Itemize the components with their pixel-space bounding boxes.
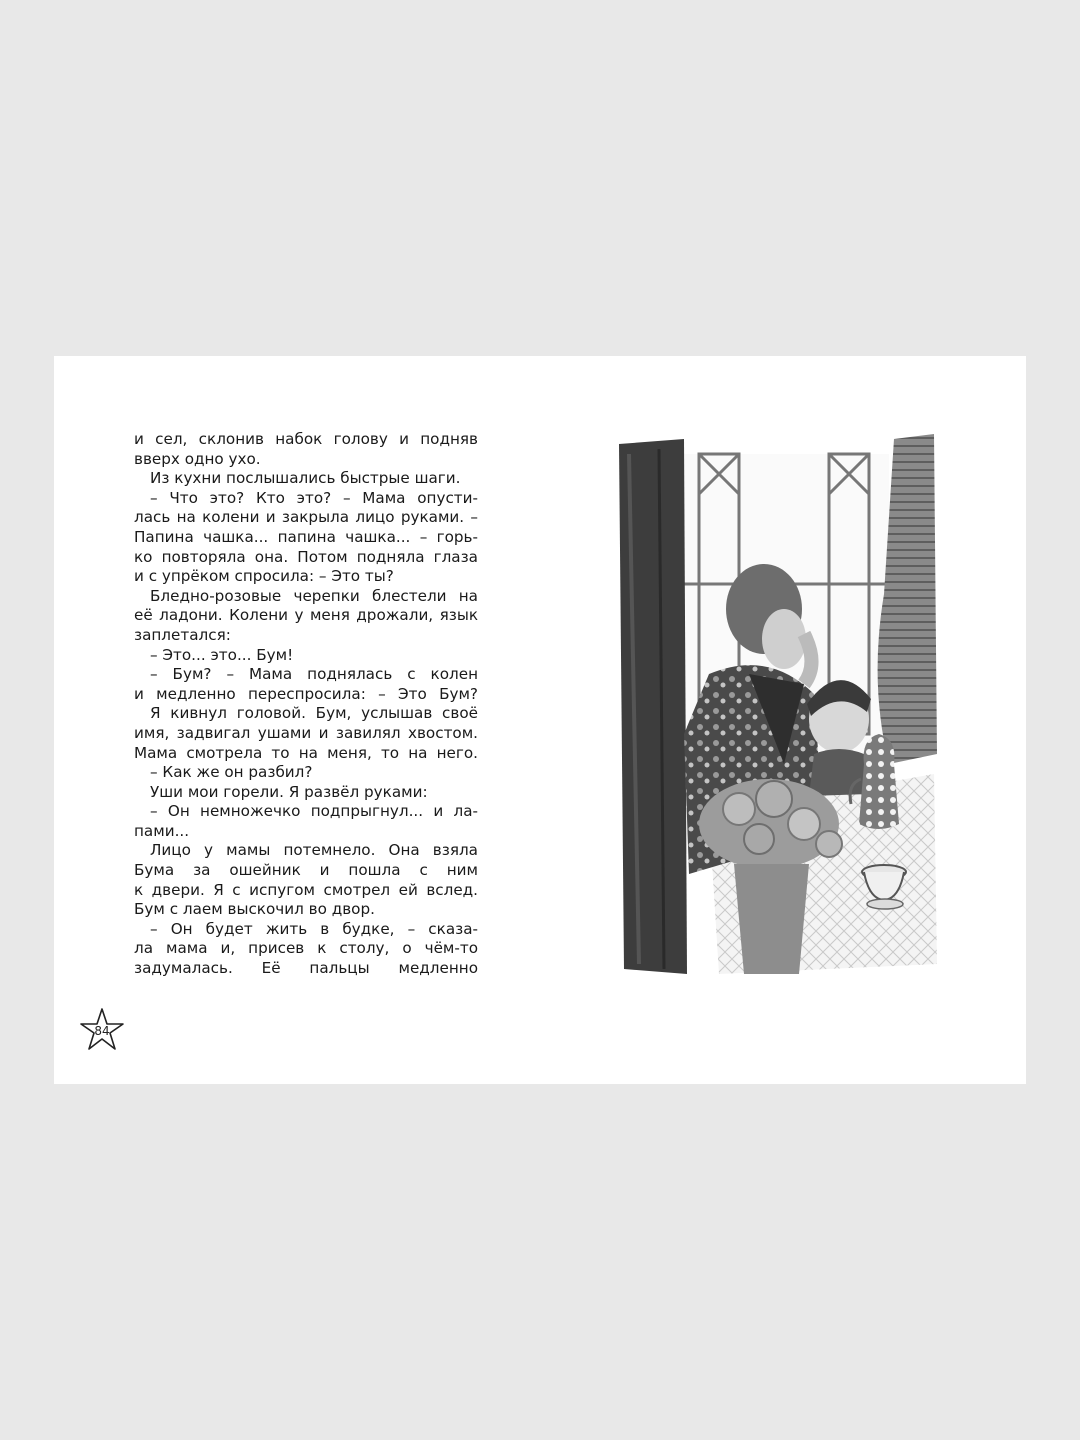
text-line: вверх одно ухо. — [134, 449, 261, 468]
page-number-badge — [78, 1006, 126, 1052]
text-line: имя, задвигал ушами и завилял хвостом. — [134, 723, 478, 742]
story-text — [134, 430, 478, 979]
text-line: – Это... это... Бум! — [150, 645, 294, 664]
text-line: Бум с лаем выскочил во двор. — [134, 900, 375, 919]
text-line: и с упрёком спросила: – Это ты? — [134, 567, 394, 586]
text-line: её ладони. Колени у меня дрожали, язык — [134, 606, 478, 625]
book-spread — [54, 356, 1026, 1084]
text-line: к двери. Я с испугом смотрел ей вслед. — [134, 880, 478, 899]
text-line: – Он будет жить в будке, – сказа- — [150, 919, 478, 938]
text-line: – Как же он разбил? — [150, 763, 313, 782]
page-number: 84 — [94, 1024, 110, 1038]
text-line: ко повторяла она. Потом подняла глаза — [134, 547, 478, 566]
text-line: – Он немножечко подпрыгнул... и ла- — [150, 802, 478, 821]
text-line: Из кухни послышались быстрые шаги. — [150, 469, 461, 488]
text-line: Уши мои горели. Я развёл руками: — [150, 782, 428, 801]
text-line: ла мама и, присев к столу, о чём-то — [134, 939, 478, 958]
text-line: Мама смотрела то на меня, то на него. — [134, 743, 478, 762]
text-line: Бума за ошейник и пошла с ним — [134, 861, 478, 880]
text-line: Лицо у мамы потемнело. Она взяла — [150, 841, 478, 860]
text-line: задумалась. Её пальцы медленно — [134, 959, 478, 978]
text-line: и медленно переспросила: – Это Бум? — [134, 684, 478, 703]
text-line: лась на колени и закрыла лицо руками. – — [134, 508, 478, 527]
text-line: заплетался: — [134, 625, 231, 644]
mother-and-boy-at-window-illustration — [599, 434, 939, 974]
text-line: – Бум? – Мама поднялась с колен — [150, 665, 478, 684]
text-line: Бледно-розовые черепки блестели на — [150, 586, 478, 605]
text-line: – Что это? Кто это? – Мама опусти- — [150, 488, 478, 507]
text-line: и сел, склонив набок голову и подняв — [134, 430, 478, 448]
text-line: пами... — [134, 821, 190, 840]
text-line: Папина чашка... папина чашка... – горь- — [134, 527, 478, 546]
text-line: Я кивнул головой. Бум, услышав своё — [150, 704, 478, 723]
